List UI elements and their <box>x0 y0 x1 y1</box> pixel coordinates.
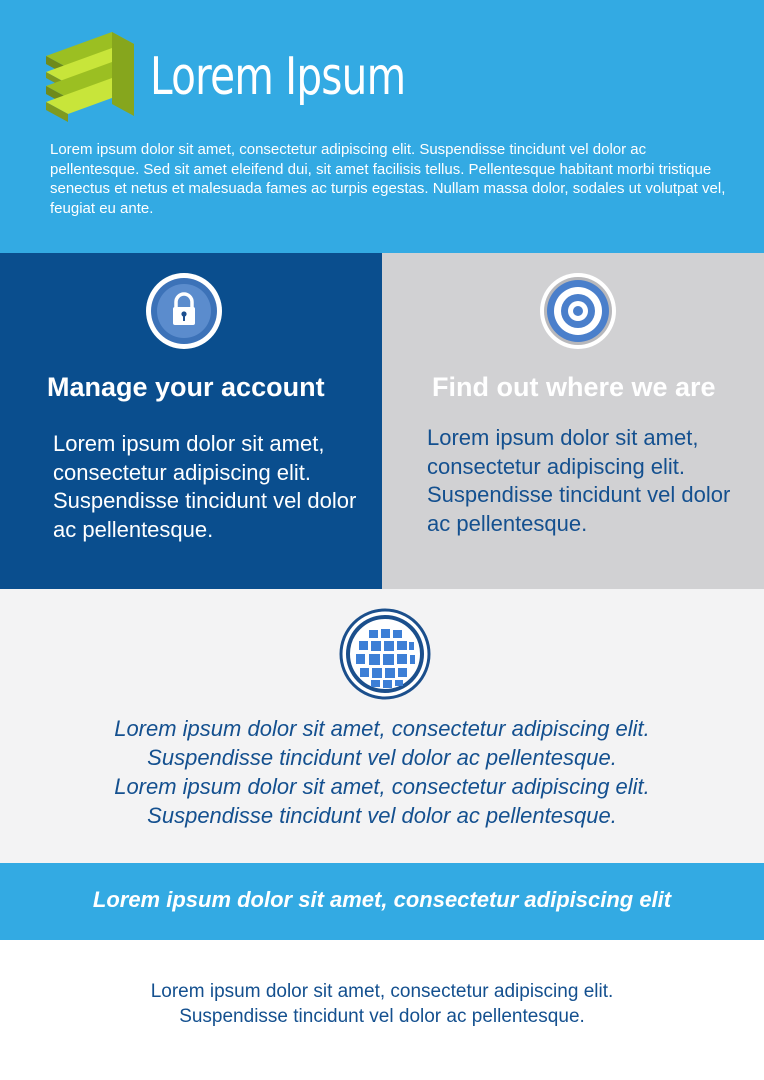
middle-section <box>0 589 764 863</box>
middle-line: Suspendisse tincidunt vel dolor ac pellentesque. <box>147 745 617 770</box>
band-text: Lorem ipsum dolor sit amet, consectetur adipiscing elit <box>92 887 672 912</box>
target-icon <box>539 272 617 350</box>
card-title: Find out where we are <box>432 372 716 402</box>
middle-text <box>0 714 764 830</box>
stacked-layers-logo-icon <box>42 26 138 126</box>
header-section <box>0 0 764 253</box>
manage-account-card <box>0 253 382 589</box>
find-location-card <box>382 253 764 589</box>
highlight-band <box>0 863 764 940</box>
card-text: Lorem ipsum dolor sit amet, consectetur adipiscing elit. Suspendisse tincidunt vel dolor ac pellentesque. <box>427 425 731 536</box>
middle-line: Suspendisse tincidunt vel dolor ac pellentesque. <box>147 803 617 828</box>
footer-text <box>0 979 764 1029</box>
middle-line: Lorem ipsum dolor sit amet, consectetur adipiscing elit. <box>114 716 650 741</box>
card-text: Lorem ipsum dolor sit amet, consectetur adipiscing elit. Suspendisse tincidunt vel dolor ac pellentesque. <box>53 431 357 542</box>
brand-title: Lorem Ipsum <box>150 47 406 107</box>
footer-line: Lorem ipsum dolor sit amet, consectetur adipiscing elit. <box>150 981 614 1002</box>
card-title: Manage your account <box>47 372 325 402</box>
footer-line: Suspendisse tincidunt vel dolor ac pellentesque. <box>179 1006 585 1027</box>
globe-icon <box>339 608 431 700</box>
lock-icon <box>145 272 223 350</box>
middle-line: Lorem ipsum dolor sit amet, consectetur adipiscing elit. <box>114 774 650 799</box>
intro-paragraph: Lorem ipsum dolor sit amet, consectetur adipiscing elit. Suspendisse tincidunt vel dolor ac pellentesque. Sed sit amet eleifend dui, sit amet facilisis tellus. Pellentesque habitant morbi tristique senectus et netus et malesuada fames ac turpis egestas. Nullam massa dolor, sodales ut volutpat vel, feugiat eu ante. <box>50 141 726 217</box>
